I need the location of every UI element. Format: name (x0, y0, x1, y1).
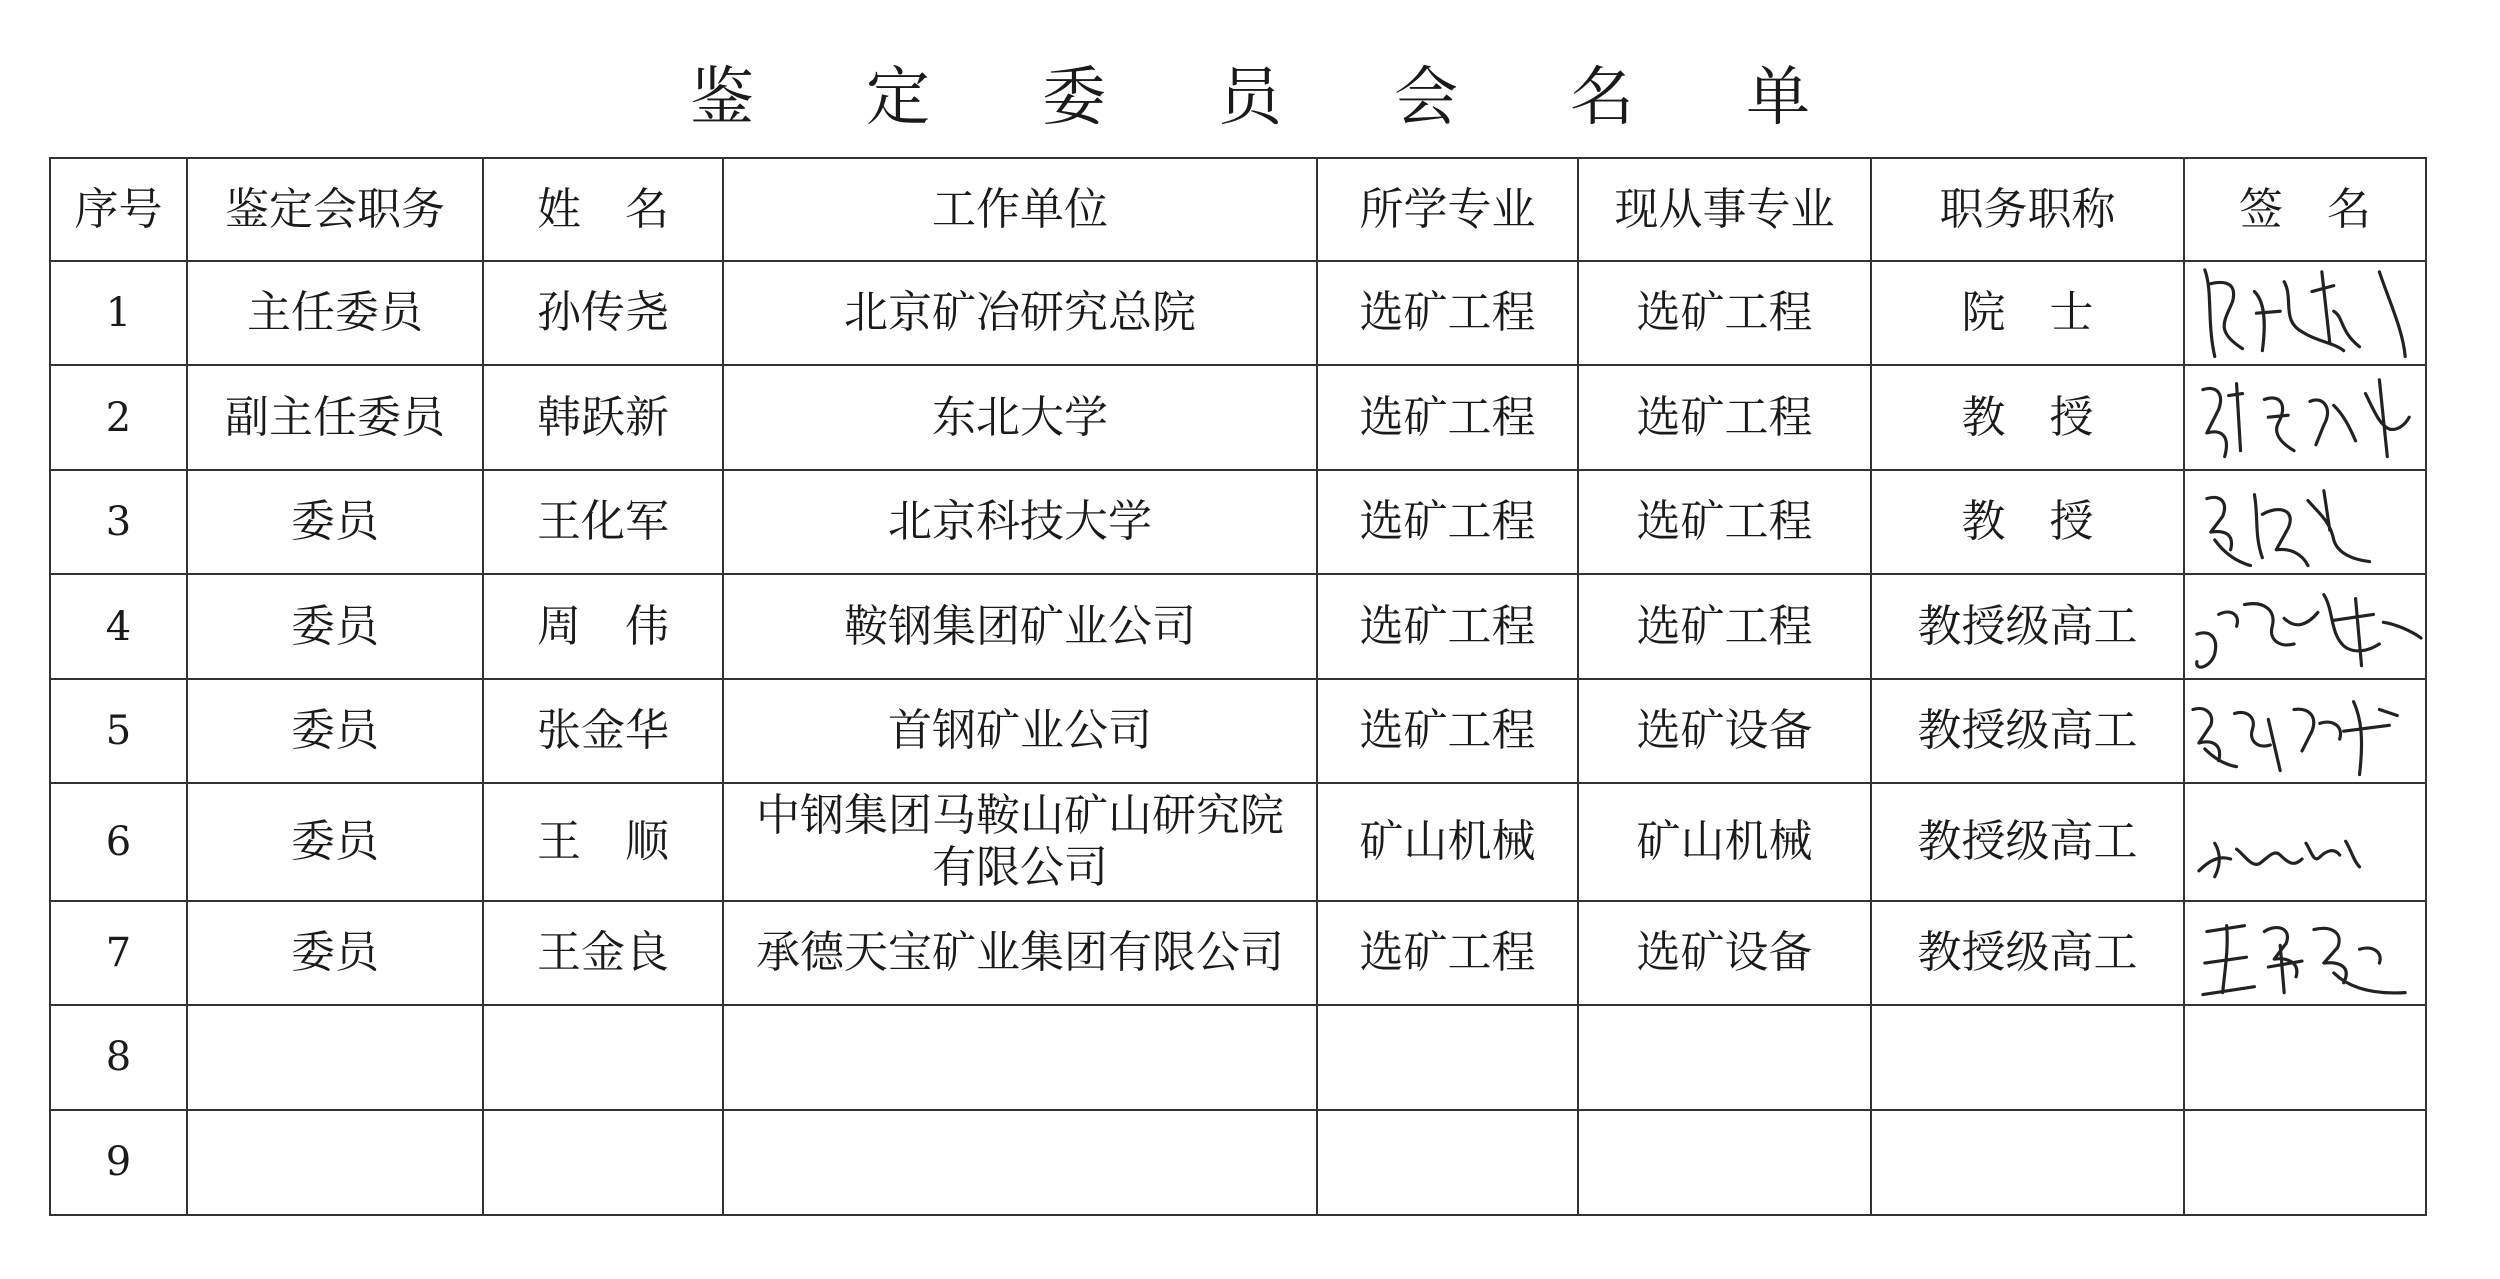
row-name: 王金良 (483, 901, 723, 1005)
row-current-major: 选矿设备 (1578, 901, 1871, 1005)
document-title: 鉴定委员会名单 (690, 61, 1922, 135)
col-header-name: 姓 名 (483, 158, 723, 261)
row-unit: 北京科技大学 (723, 470, 1317, 574)
handwritten-signature-6 (2185, 784, 2425, 899)
row-number: 6 (50, 783, 187, 900)
row-current-major: 选矿工程 (1578, 470, 1871, 574)
row-unit-line2: 有限公司 (932, 841, 1108, 893)
col-header-signature: 签 名 (2184, 158, 2426, 261)
handwritten-signature-7 (2185, 902, 2425, 1004)
handwritten-signature-5 (2185, 680, 2425, 782)
handwritten-signature-3 (2185, 471, 2425, 573)
row-unit (723, 1110, 1317, 1215)
row-studied-major: 选矿工程 (1317, 901, 1578, 1005)
handwritten-signature-1 (2185, 262, 2425, 364)
row-unit (723, 783, 1317, 900)
row-current-major: 选矿设备 (1578, 679, 1871, 783)
row-role: 主任委员 (187, 261, 483, 365)
row-current-major: 选矿工程 (1578, 261, 1871, 365)
table-row (50, 1005, 2426, 1109)
row-title: 教授级高工 (1871, 783, 2184, 900)
table-row (50, 365, 2426, 469)
row-unit: 鞍钢集团矿业公司 (723, 574, 1317, 678)
row-name (483, 1005, 723, 1109)
row-studied-major: 选矿工程 (1317, 365, 1578, 469)
row-current-major: 选矿工程 (1578, 574, 1871, 678)
committee-roster-table (49, 157, 2427, 1216)
row-number: 4 (50, 574, 187, 678)
row-unit: 首钢矿业公司 (723, 679, 1317, 783)
table-row (50, 783, 2426, 900)
row-signature (2184, 1110, 2426, 1215)
col-header-studied-major: 所学专业 (1317, 158, 1578, 261)
table-row (50, 470, 2426, 574)
row-current-major (1578, 1005, 1871, 1109)
row-title: 院 士 (1871, 261, 2184, 365)
row-role (187, 1005, 483, 1109)
row-unit: 东北大学 (723, 365, 1317, 469)
col-header-number: 序号 (50, 158, 187, 261)
table-row (50, 1110, 2426, 1215)
row-current-major (1578, 1110, 1871, 1215)
header-row (50, 158, 2426, 261)
row-unit: 北京矿冶研究总院 (723, 261, 1317, 365)
row-studied-major: 选矿工程 (1317, 261, 1578, 365)
row-title (1871, 1005, 2184, 1109)
row-role: 副主任委员 (187, 365, 483, 469)
row-signature (2184, 1005, 2426, 1109)
row-number: 3 (50, 470, 187, 574)
handwritten-signature-2 (2185, 366, 2425, 468)
row-name: 王化军 (483, 470, 723, 574)
row-title: 教授级高工 (1871, 901, 2184, 1005)
row-name (483, 1110, 723, 1215)
col-header-title: 职务职称 (1871, 158, 2184, 261)
row-unit-line1: 中钢集团马鞍山矿山研究院 (756, 789, 1284, 841)
row-role: 委员 (187, 679, 483, 783)
row-studied-major: 选矿工程 (1317, 574, 1578, 678)
row-signature (2184, 901, 2426, 1005)
col-header-role: 鉴定会职务 (187, 158, 483, 261)
row-unit (723, 1005, 1317, 1109)
row-title: 教授级高工 (1871, 574, 2184, 678)
row-number: 9 (50, 1110, 187, 1215)
row-current-major: 选矿工程 (1578, 365, 1871, 469)
row-name: 韩跃新 (483, 365, 723, 469)
row-signature (2184, 470, 2426, 574)
row-signature (2184, 261, 2426, 365)
row-role: 委员 (187, 901, 483, 1005)
row-studied-major (1317, 1110, 1578, 1215)
row-name: 孙传尧 (483, 261, 723, 365)
row-number: 5 (50, 679, 187, 783)
row-name: 张金华 (483, 679, 723, 783)
row-signature (2184, 365, 2426, 469)
row-title: 教授级高工 (1871, 679, 2184, 783)
row-unit: 承德天宝矿业集团有限公司 (723, 901, 1317, 1005)
row-title (1871, 1110, 2184, 1215)
row-number: 7 (50, 901, 187, 1005)
row-signature (2184, 783, 2426, 900)
col-header-current-major: 现从事专业 (1578, 158, 1871, 261)
handwritten-signature-4 (2185, 575, 2425, 677)
row-role: 委员 (187, 574, 483, 678)
row-studied-major: 选矿工程 (1317, 470, 1578, 574)
row-signature (2184, 679, 2426, 783)
row-role (187, 1110, 483, 1215)
row-studied-major (1317, 1005, 1578, 1109)
table-row (50, 679, 2426, 783)
row-studied-major: 选矿工程 (1317, 679, 1578, 783)
row-number: 1 (50, 261, 187, 365)
table-row (50, 261, 2426, 365)
row-current-major: 矿山机械 (1578, 783, 1871, 900)
row-studied-major: 矿山机械 (1317, 783, 1578, 900)
row-name: 王 顺 (483, 783, 723, 900)
row-title: 教 授 (1871, 365, 2184, 469)
table-row (50, 574, 2426, 678)
row-role: 委员 (187, 783, 483, 900)
row-number: 2 (50, 365, 187, 469)
table-row (50, 901, 2426, 1005)
row-role: 委员 (187, 470, 483, 574)
row-name: 周 伟 (483, 574, 723, 678)
row-title: 教 授 (1871, 470, 2184, 574)
col-header-unit: 工作单位 (723, 158, 1317, 261)
row-number: 8 (50, 1005, 187, 1109)
row-signature (2184, 574, 2426, 678)
